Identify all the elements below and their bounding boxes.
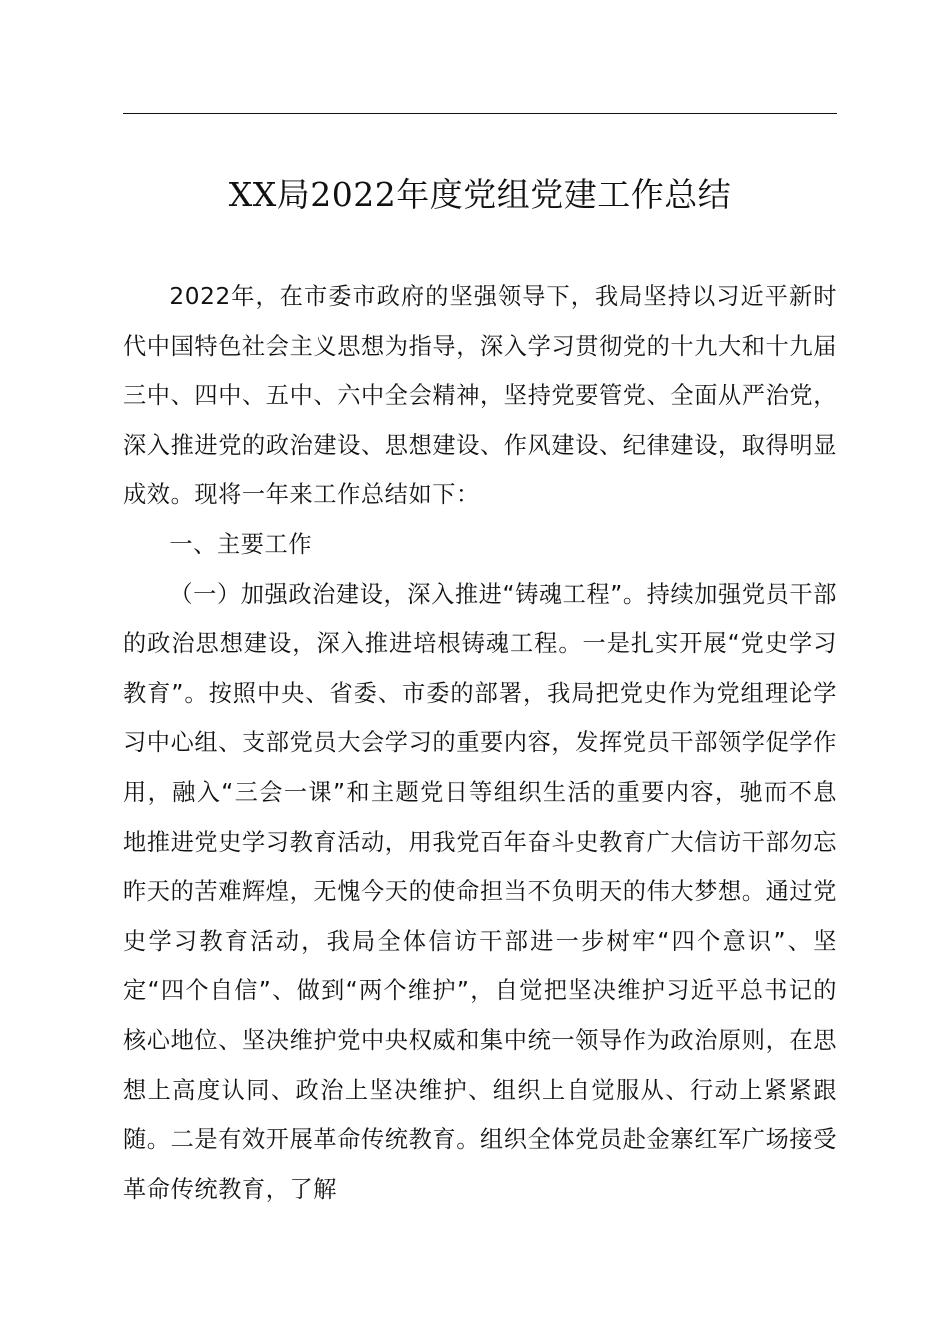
intro-paragraph: 2022年，在市委市政府的坚强领导下，我局坚持以习近平新时代中国特色社会主义思想为指导，深入学习贯彻党的十九大和十九届三中、四中、五中、六中全会精神，坚持党要管党、全面从严治党，深入推进党的政治建设、思想建设、作风建设、纪律建设，取得明显成效。现将一年来工作总结如下： — [123, 283, 837, 509]
document-body — [123, 272, 837, 1214]
section-paragraph: （一）加强政治建设，深入推进“铸魂工程”。持续加强党员干部的政治思想建设，深入推进培根铸魂工程。一是扎实开展“党史学习教育”。按照中央、省委、市委的部署，我局把党史作为党组理论学习中心组、支部党员大会学习的重要内容，发挥党员干部领学促学作用，融入“三会一课”和主题党日等组织生活的重要内容，驰而不息地推进党史学习教育活动，用我党百年奋斗史教育广大信访干部勿忘昨天的苦难辉煌，无愧今天的使命担当不负明天的伟大梦想。通过党史学习教育活动，我局全体信访干部进一步树牢“四个意识”、坚定“四个自信”、做到“两个维护”，自觉把坚决维护习近平总书记的核心地位、坚决维护党中央权威和集中统一领导作为政治原则，在思想上高度认同、政治上坚决维护、组织上自觉服从、行动上紧紧跟随。二是有效开展革命传统教育。组织全体党员赴金寨红军广场接受革命传统教育，了解 — [123, 580, 837, 1203]
section-heading: 一、主要工作 — [169, 530, 313, 558]
header-rule — [123, 113, 837, 114]
document-title: XX局2022年度党组党建工作总结 — [228, 175, 732, 214]
